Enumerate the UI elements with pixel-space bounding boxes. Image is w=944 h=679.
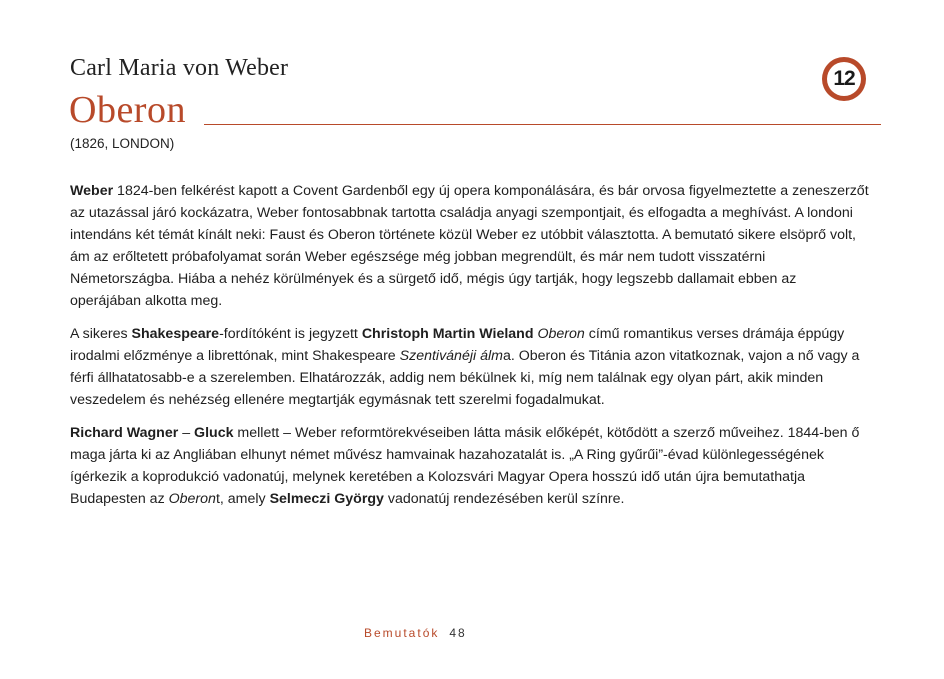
work-title: Szentivánéji álm xyxy=(399,348,503,364)
emphasis-name: Shakespeare xyxy=(131,326,220,342)
footer-section-label: Bemutatók xyxy=(364,626,440,640)
title-rule xyxy=(204,124,881,125)
paragraph xyxy=(70,422,870,510)
text-run: -fordítóként is jegyzett xyxy=(219,326,362,342)
emphasis-name: Selmeczi György xyxy=(269,491,384,507)
emphasis-name: Weber xyxy=(70,183,114,199)
badge-number: 12 xyxy=(827,62,861,96)
paragraph xyxy=(70,180,870,312)
text-run: vadonatúj rendezésében kerül színre. xyxy=(383,491,625,507)
composer-name: Carl Maria von Weber xyxy=(70,55,289,81)
opera-title: Oberon xyxy=(69,89,186,131)
page-footer xyxy=(364,626,467,640)
work-title: Oberon xyxy=(168,491,216,507)
opera-premiere-info: (1826, LONDON) xyxy=(70,136,175,151)
emphasis-name: Richard Wagner xyxy=(70,425,179,441)
footer-page-number: 48 xyxy=(449,626,467,640)
emphasis-name: Gluck xyxy=(194,425,234,441)
title-row xyxy=(69,90,881,130)
paragraph xyxy=(70,323,870,411)
text-run: mellett – Weber reformtörekvéseiben látta másik előképét, kötődött a szerző műveihez. 1844-ben ő maga járta ki az Angliában elhunyt német művész hamvainak hazahozatalát is. „A Ring gyűrűi”-évad különlegességének ígérkezik a koprodukció vadonatúj, melynek keretében a Kolozsvári Magyar Opera hosszú idő után újra bemutathatja Budapesten az xyxy=(70,425,860,507)
text-run: t, amely xyxy=(215,491,270,507)
text-run: című romantikus verses drámája éppúgy irodalmi előzménye a librettónak, mint Shakespeare xyxy=(70,326,845,364)
text-run: 1824-ben felkérést kapott a Covent Gardenből egy új opera komponálására, és bár orvosa figyelmeztette a zeneszerzőt az utazással járó kockázatra, Weber fontosabbnak tartotta családja anyagi szempontjait, és elfogadta a meghívást. A londoni intendáns két témát kínált neki: Faust és Oberon története közül Weber ez utóbbit választotta. A bemutató sikere elsöprő volt, ám az erőltetett próbafolyamat során Weber egészsége még jobban megrendült, és már nem tudott visszatérni Németországba. Hiába a nehéz körülmények és a sürgető idő, mégis úgy tartják, hogy legszebb dallamait ebben az operájában alkotta meg. xyxy=(70,183,869,309)
emphasis-name: Christoph Martin Wieland xyxy=(361,326,534,342)
text-run: – xyxy=(178,425,195,441)
work-title: Oberon xyxy=(537,326,585,342)
text-run: A sikeres xyxy=(70,326,132,342)
article-body xyxy=(70,180,870,521)
text-run: a. Oberon és Titánia azon vitatkoznak, vajon a nő vagy a férfi állhatatosabb-e a szerelemben. Elhatározzák, addig nem békülnek ki, míg nem találnak egy olyan párt, akik minden veszedelem és nehézség ellenére megtartják egymásnak tett szerelmi fogadalmukat. xyxy=(70,348,860,408)
